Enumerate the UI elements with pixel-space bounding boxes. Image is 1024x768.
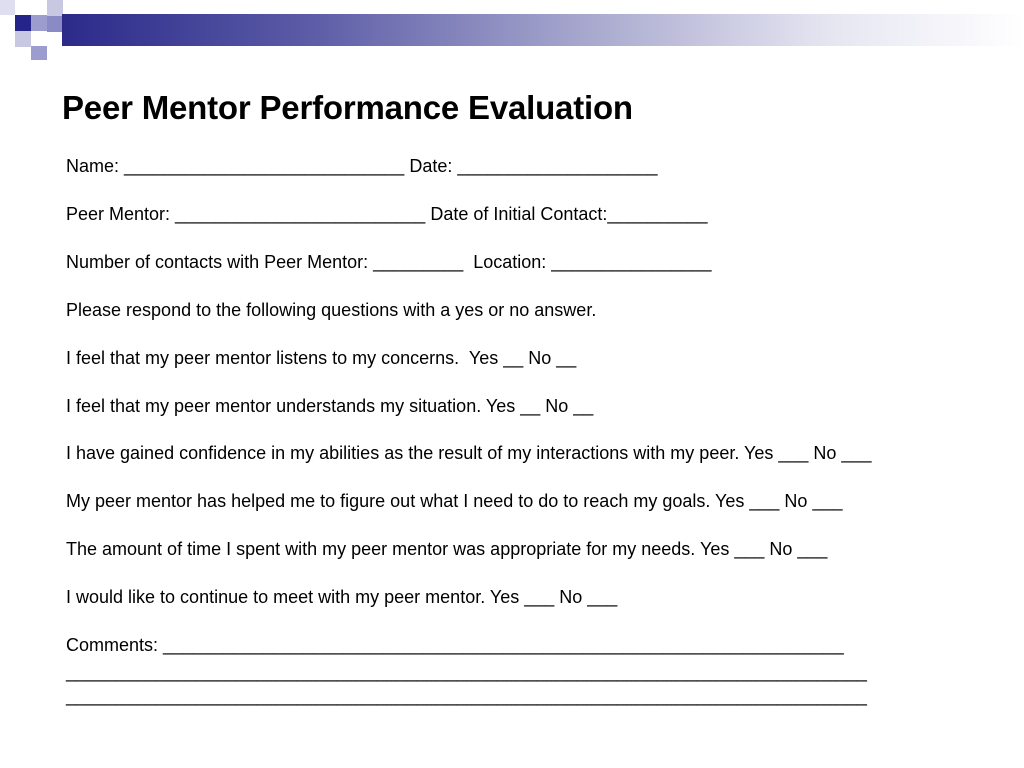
decor-square — [47, 16, 63, 32]
question-continue: I would like to continue to meet with my peer mentor. Yes ___ No ___ — [66, 587, 618, 607]
decor-square — [0, 0, 15, 15]
question-confidence: I have gained confidence in my abilities as the result of my interactions with my peer. Yes ___ No ___ — [66, 443, 872, 463]
decor-square — [31, 46, 47, 60]
question-listens: I feel that my peer mentor listens to my concerns. Yes __ No __ — [66, 348, 577, 368]
decor-square — [47, 0, 63, 16]
comments-line: Comments: ____________________________________________________________________ — [66, 635, 844, 655]
question-goals: My peer mentor has helped me to figure out what I need to do to reach my goals. Yes ___ No ___ — [66, 491, 843, 511]
decor-square — [31, 15, 47, 31]
gradient-bar — [62, 14, 1024, 46]
question-time: The amount of time I spent with my peer mentor was appropriate for my needs. Yes ___ No ___ — [66, 539, 828, 559]
comments-blank-line: ________________________________________________________________________________ — [66, 662, 867, 682]
name-date-line: Name: ____________________________ Date: ____________________ — [66, 156, 658, 176]
decor-square — [15, 15, 31, 31]
instructions-line: Please respond to the following questions with a yes or no answer. — [66, 300, 597, 320]
peer-mentor-line: Peer Mentor: _________________________ Date of Initial Contact:__________ — [66, 204, 708, 224]
comments-blank-line: ________________________________________________________________________________ — [66, 686, 867, 706]
decor-square — [15, 31, 31, 47]
question-understands: I feel that my peer mentor understands my situation. Yes __ No __ — [66, 396, 594, 416]
contacts-location-line: Number of contacts with Peer Mentor: _________ Location: ________________ — [66, 252, 712, 272]
page-title: Peer Mentor Performance Evaluation — [62, 89, 633, 126]
